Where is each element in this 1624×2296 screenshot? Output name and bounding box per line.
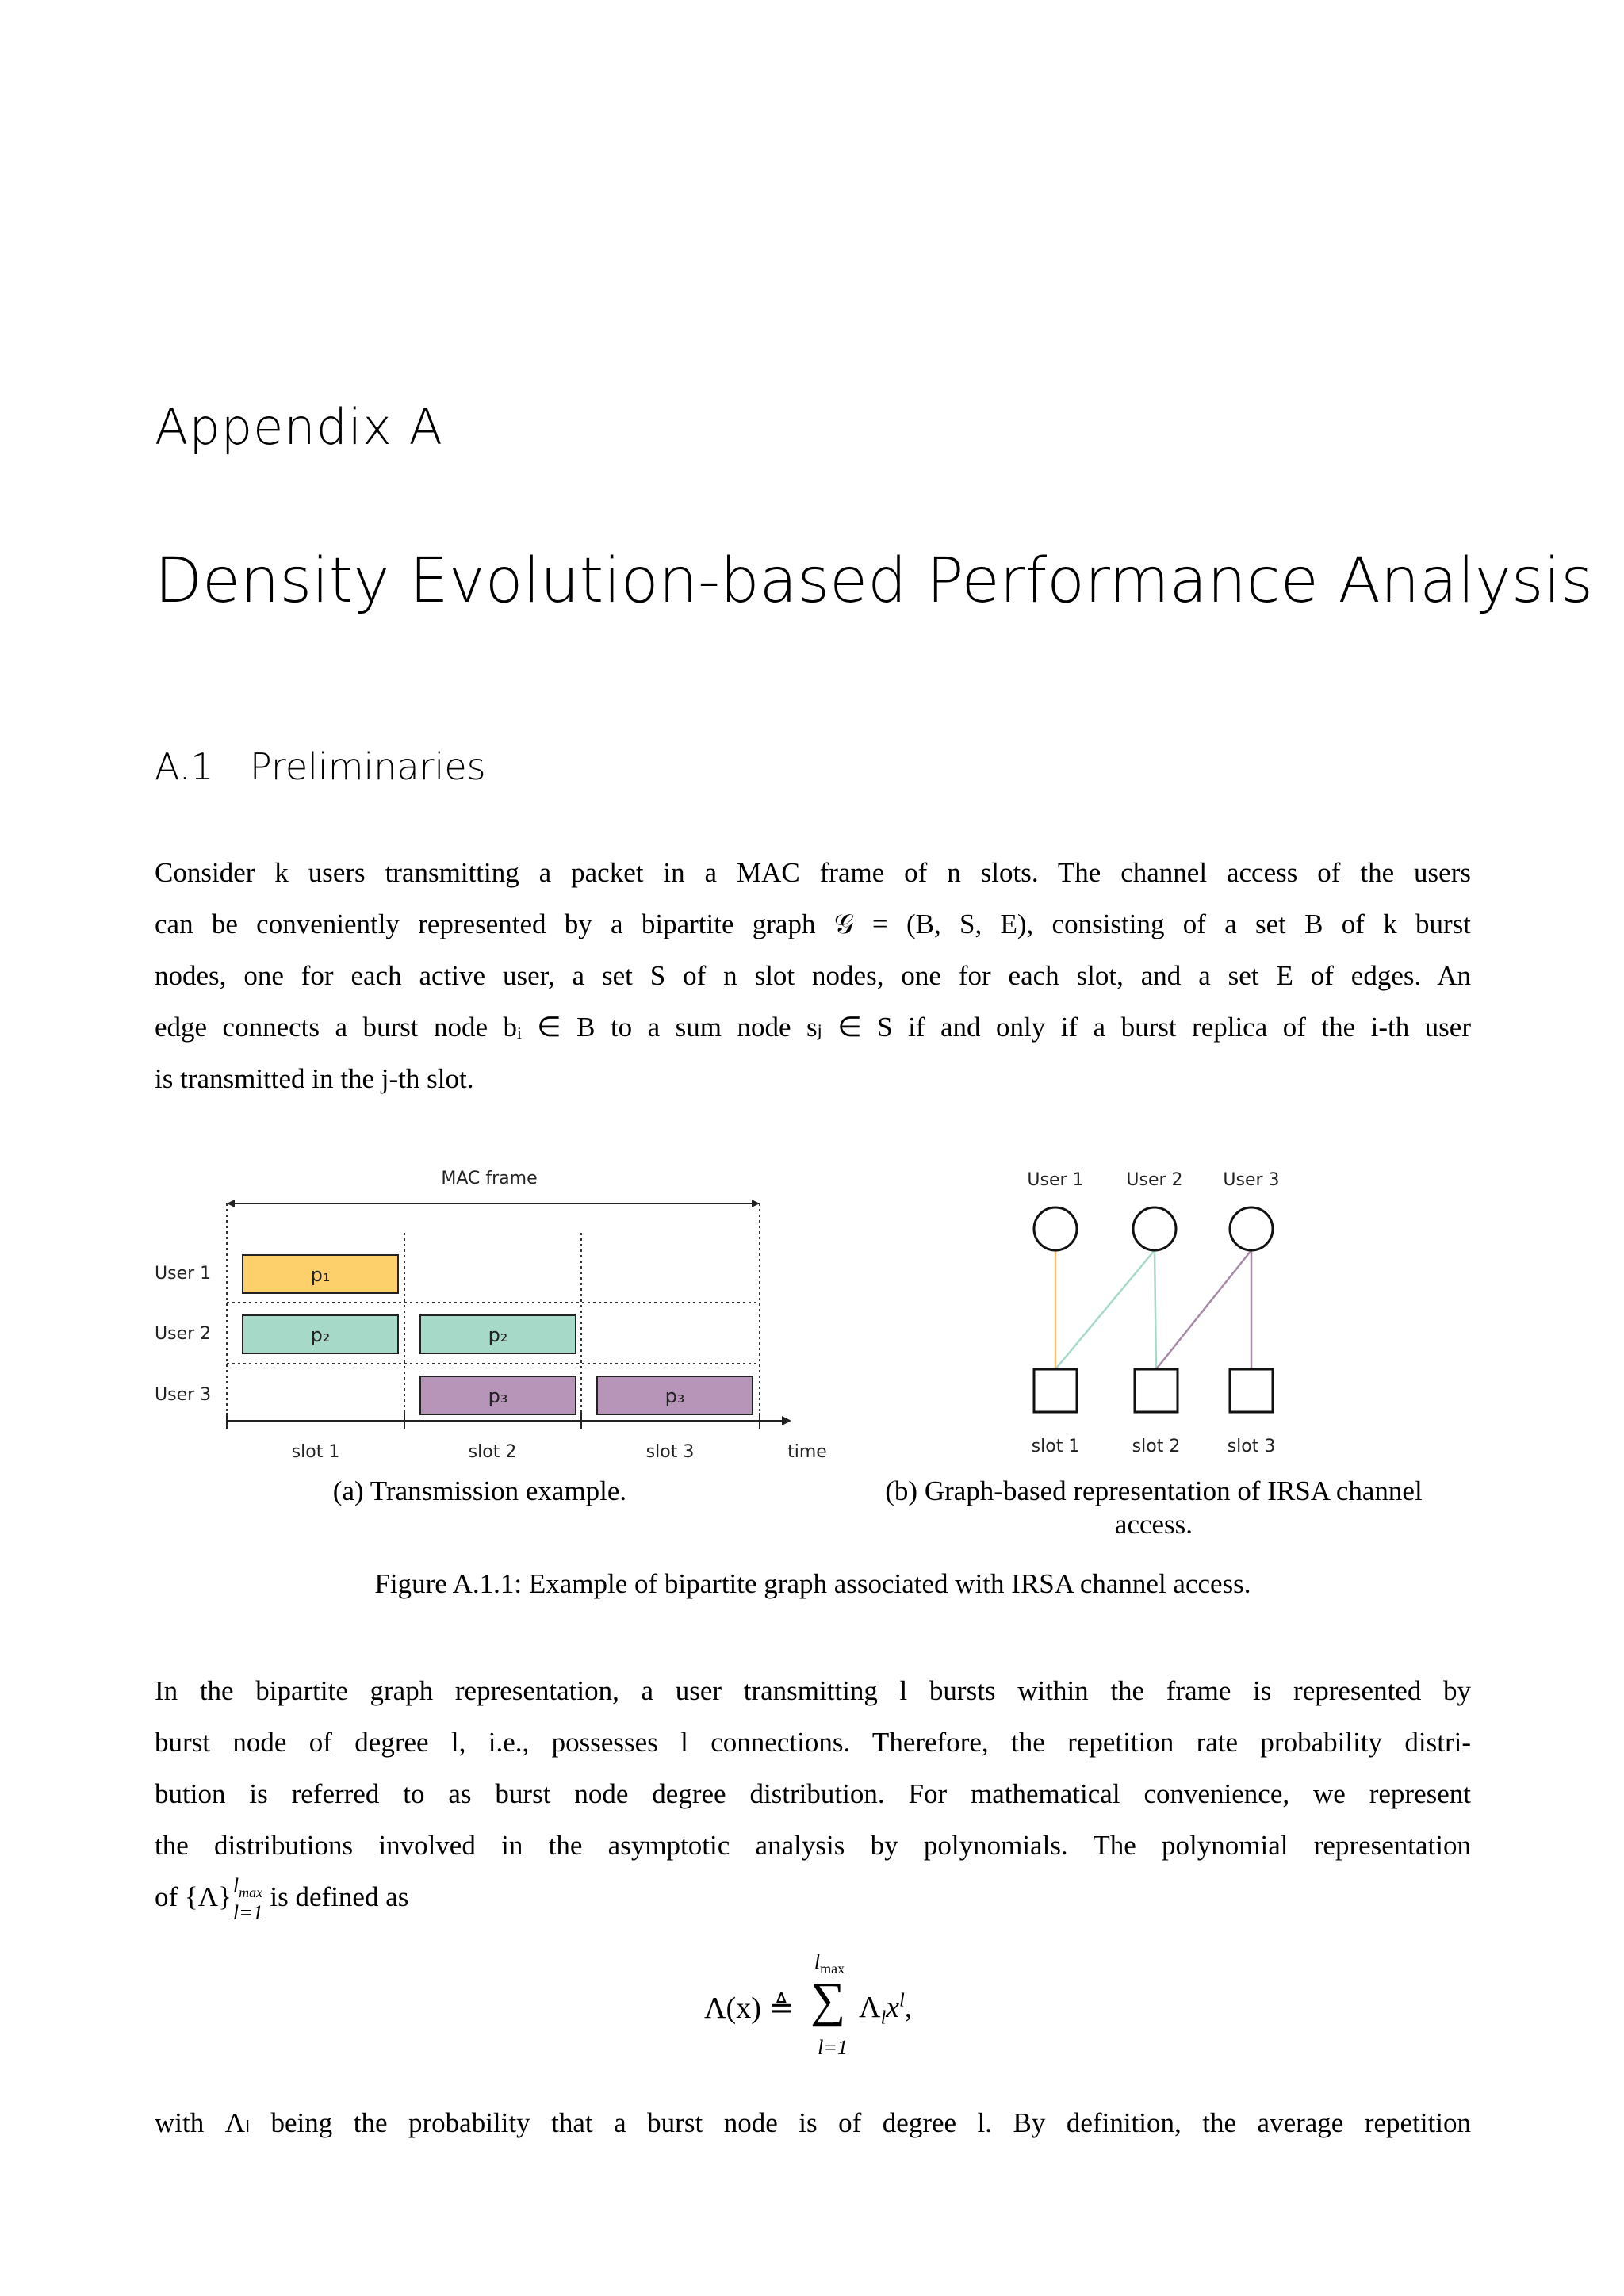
- paragraph-line: with Λₗ being the probability that a burst node is of degree l. By definition, the average repetition: [155, 2107, 1471, 2138]
- section-title: Preliminaries: [250, 745, 486, 788]
- paragraph-line: edge connects a burst node bᵢ ∈ B to a sum node sⱼ ∈ S if and only if a burst replica of the i-th user: [155, 1012, 1471, 1043]
- paragraph-line: Consider k users transmitting a packet in a MAC frame of n slots. The channel access of the users: [155, 857, 1471, 888]
- row-label-user-2: User 2: [155, 1324, 212, 1344]
- graph-edge: [1055, 1250, 1155, 1369]
- transmission-example-figure: [143, 1154, 841, 1471]
- subfigure-a-caption: (a) Transmission example.: [332, 1475, 627, 1506]
- section-heading: [155, 745, 486, 788]
- graph-user-label-3: User 3: [1223, 1170, 1280, 1190]
- paragraph-line: burst node of degree l, i.e., possesses l connections. Therefore, the repetition rate probability distri-: [155, 1727, 1471, 1758]
- paragraph-line: the distributions involved in the asymptotic analysis by polynomials. The polynomial representation: [155, 1830, 1471, 1861]
- paragraph-line: nodes, one for each active user, a set S of n slot nodes, one for each slot, and a set E of edges. An: [155, 960, 1471, 991]
- paragraph-line: bution is referred to as burst node degree distribution. For mathematical convenience, we represent: [155, 1778, 1471, 1809]
- sum-upper-limit: $l_{max}$: [814, 1950, 845, 1977]
- figure-caption: Figure A.1.1: Example of bipartite graph associated with IRSA channel access.: [374, 1568, 1251, 1599]
- paragraph-line: [155, 1871, 1471, 1923]
- appendix-label: Appendix A: [155, 398, 443, 456]
- packet-label: p₂: [488, 1324, 508, 1346]
- subfigure-b-caption-line-1: (b) Graph-based representation of IRSA channel: [885, 1475, 1423, 1506]
- burst-node: [1230, 1207, 1273, 1250]
- time-axis-label: time: [787, 1442, 827, 1462]
- graph-user-label-1: User 1: [1027, 1170, 1084, 1190]
- graph-user-label-2: User 2: [1126, 1170, 1183, 1190]
- burst-node: [1034, 1207, 1077, 1250]
- summation-symbol: ∑: [810, 1973, 846, 2027]
- mac-frame-label: MAC frame: [441, 1169, 538, 1188]
- slot-label-3: slot 3: [645, 1442, 695, 1462]
- packet-label: p₂: [310, 1324, 331, 1346]
- subfigure-b-caption-line-2: access.: [1114, 1509, 1193, 1540]
- slot-node: [1034, 1369, 1077, 1412]
- paragraph-line: can be conveniently represented by a bipartite graph 𝒢 = (B, S, E), consisting of a set B of k burst: [155, 909, 1471, 939]
- packet-label: p₃: [488, 1385, 508, 1407]
- lower-limit: l=1: [232, 1901, 263, 1925]
- graph-slot-label-3: slot 3: [1227, 1437, 1276, 1456]
- burst-node: [1133, 1207, 1176, 1250]
- packet-label: p₁: [310, 1264, 331, 1286]
- chapter-title: Density Evolution-based Performance Analysis: [155, 545, 1593, 617]
- sum-lower-limit: l=1: [818, 2036, 848, 2059]
- slot-node: [1230, 1369, 1273, 1412]
- bipartite-graph-figure: [1007, 1154, 1324, 1471]
- row-label-user-1: User 1: [155, 1264, 212, 1284]
- slot-node: [1135, 1369, 1178, 1412]
- graph-slot-label-1: slot 1: [1031, 1437, 1080, 1456]
- equation-rhs: $\Lambda_lx^l$,: [859, 1990, 913, 2029]
- graph-edge: [1156, 1250, 1251, 1369]
- set-notation: of {Λ}: [155, 1881, 232, 1912]
- upper-limit: l: [232, 1873, 239, 1897]
- graph-edge: [1155, 1250, 1156, 1369]
- paragraph-2: [155, 1665, 1471, 1923]
- packet-label: p₃: [665, 1385, 685, 1407]
- subfigure-b-caption: [856, 1475, 1451, 1541]
- equation-lhs: Λ(x) ≜: [704, 1992, 795, 2025]
- defined-as-text: is defined as: [262, 1881, 409, 1912]
- section-number: A.1: [155, 745, 214, 788]
- paragraph-line: is transmitted in the j-th slot.: [155, 1063, 474, 1094]
- paragraph-3: [155, 2097, 1471, 2149]
- slot-label-2: slot 2: [468, 1442, 517, 1462]
- row-label-user-3: User 3: [155, 1385, 212, 1405]
- slot-label-1: slot 1: [291, 1442, 340, 1462]
- graph-slot-label-2: slot 2: [1132, 1437, 1181, 1456]
- polynomial-equation: [704, 1950, 1021, 2069]
- paragraph-1: [155, 847, 1471, 1104]
- paragraph-line: In the bipartite graph representation, a user transmitting l bursts within the frame is represented by: [155, 1675, 1471, 1706]
- upper-limit-sub: max: [239, 1885, 263, 1901]
